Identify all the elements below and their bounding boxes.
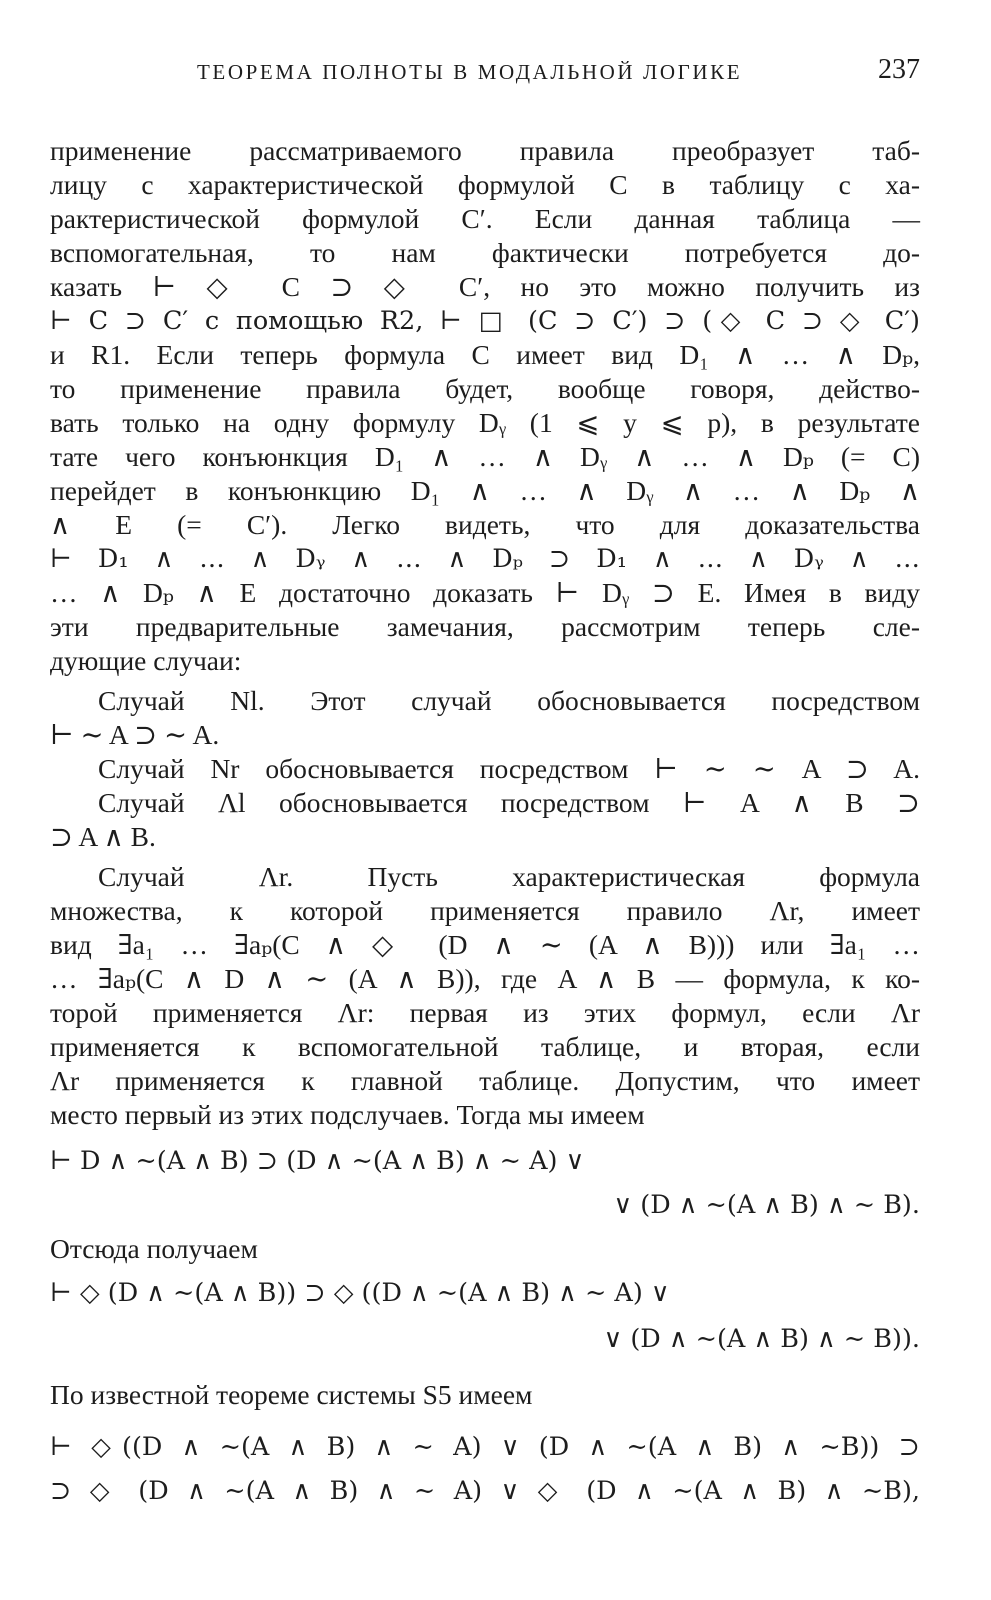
text-line: место первый из этих подслучаев. Тогда мы имеем (50, 1099, 645, 1130)
text-line: … ∃aₚ(C ∧ D ∧ ∼ (A ∧ B)), где A ∧ B — формула, к ко- (50, 963, 920, 994)
running-header (0, 52, 991, 92)
text-line: По известной теореме системы S5 имеем (50, 1379, 533, 1410)
page-number: 237 (878, 54, 920, 85)
text-line: вспомогательная, то нам фактически потребуется до- (50, 237, 920, 268)
text-line: применение рассматриваемого правила преобразует таб- (50, 135, 920, 166)
text-line: применяется к вспомогательной таблице, и вторая, если (50, 1031, 920, 1062)
text-line: и R1. Если теперь формула C имеет вид D₁ ∧ … ∧ Dₚ, (50, 339, 920, 370)
text-line: рактеристической формулой C′. Если данная таблица — (50, 203, 920, 234)
running-title: ТЕОРЕМА ПОЛНОТЫ В МОДАЛЬНОЙ ЛОГИКЕ (197, 60, 743, 84)
text-line: Λr применяется к главной таблице. Допустим, что имеет (50, 1065, 920, 1096)
case-line: Случай Λl обосновывается посредством ⊢ A ∧ B ⊃ (98, 787, 920, 818)
formula-line: ⊢ ∼ A ⊃ ∼ A. (50, 719, 220, 750)
text-line: торой применяется Λr: первая из этих формул, если Λr (50, 997, 920, 1028)
text-line: … ∧ Dₚ ∧ E достаточно доказать ⊢ Dᵧ ⊃ E. Имея в виду (50, 577, 920, 608)
formula-line: ∨ (D ∧ ∼(A ∧ B) ∧ ∼ B)). (603, 1324, 920, 1354)
text-line: дующие случаи: (50, 645, 242, 676)
case-line: Случай Nr обосновывается посредством ⊢ ∼ ∼ A ⊃ A. (98, 753, 920, 784)
text-line: перейдет в конъюнкцию D₁ ∧ … ∧ Dᵧ ∧ … ∧ Dₚ ∧ (50, 475, 920, 506)
formula-line: ⊢ D₁ ∧ … ∧ Dᵧ ∧ … ∧ Dₚ ⊃ D₁ ∧ … ∧ Dᵧ ∧ … (50, 544, 920, 574)
formula-line: ⊃ ◇ (D ∧ ∼(A ∧ B) ∧ ∼ A) ∨ ◇ (D ∧ ∼(A ∧ B) ∧ ∼B), (50, 1476, 920, 1506)
text-line: вать только на одну формулу Dᵧ (1 ⩽ y ⩽ p), в результате (50, 407, 920, 438)
case-line: Случай Λr. Пусть характеристическая формула (98, 861, 920, 892)
formula-line: ∨ (D ∧ ∼(A ∧ B) ∧ ∼ B). (613, 1190, 920, 1220)
formula-line: ⊢ ◇((D ∧ ∼(A ∧ B) ∧ ∼ A) ∨ (D ∧ ∼(A ∧ B) ∧ ∼B)) ⊃ (50, 1432, 920, 1462)
text-line: множества, к которой применяется правило Λr, имеет (50, 895, 920, 926)
formula-line: ⊢ D ∧ ∼(A ∧ B) ⊃ (D ∧ ∼(A ∧ B) ∧ ∼ A) ∨ (50, 1146, 585, 1176)
text-line: тате чего конъюнкция D₁ ∧ … ∧ Dᵧ ∧ … ∧ Dₚ (= C) (50, 441, 920, 472)
text-line: казать ⊢ ◇ C ⊃ ◇ C′, но это можно получить из (50, 271, 920, 302)
text-line: ∧ E (= C′). Легко видеть, что для доказательства (50, 509, 920, 540)
formula-line: ⊃ A ∧ B. (50, 821, 156, 852)
text-line: лицу с характеристической формулой C в таблицу с ха- (50, 169, 920, 200)
case-line: Случай Nl. Этот случай обосновывается посредством (98, 685, 920, 716)
text-line: эти предварительные замечания, рассмотрим теперь сле- (50, 611, 920, 642)
text-line: вид ∃a₁ … ∃aₚ(C ∧ ◇ (D ∧ ∼ (A ∧ B))) или ∃a₁ … (50, 929, 920, 960)
text-line: то применение правила будет, вообще говоря, действо- (50, 373, 920, 404)
formula-line: ⊢ ◇ (D ∧ ∼(A ∧ B)) ⊃ ◇ ((D ∧ ∼(A ∧ B) ∧ ∼ A) ∨ (50, 1278, 670, 1308)
formula-line: ⊢ C ⊃ C′ с помощью R2, ⊢ □ (C ⊃ C′) ⊃ (◇ C ⊃ ◇ C′) (50, 306, 920, 336)
text-line: Отсюда получаем (50, 1233, 258, 1264)
